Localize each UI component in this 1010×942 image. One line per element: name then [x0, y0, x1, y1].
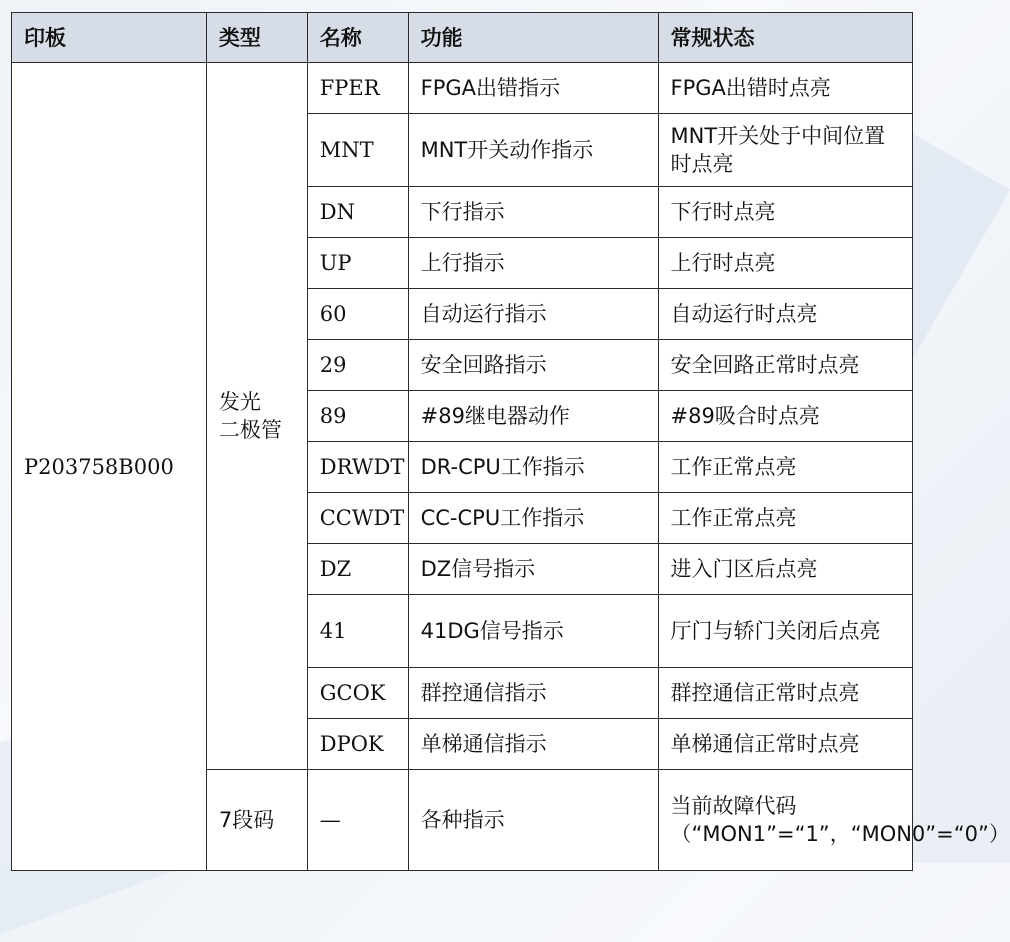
header-board: 印板: [12, 13, 207, 63]
state-cell: 进入门区后点亮: [658, 544, 913, 595]
name-cell: UP: [307, 238, 408, 289]
state-cell: 下行时点亮: [658, 187, 913, 238]
name-cell: MNT: [307, 114, 408, 187]
name-cell: DN: [307, 187, 408, 238]
function-cell: 安全回路指示: [408, 340, 658, 391]
header-function: 功能: [408, 13, 658, 63]
header-name: 名称: [307, 13, 408, 63]
state-cell: 厅门与轿门关闭后点亮: [658, 595, 913, 668]
function-cell: DR-CPU工作指示: [408, 442, 658, 493]
indicator-table: [11, 12, 1010, 871]
function-cell: 单梯通信指示: [408, 719, 658, 770]
name-cell: CCWDT: [307, 493, 408, 544]
type-cell-led: 发光 二极管: [206, 63, 307, 770]
state-cell: 单梯通信正常时点亮: [658, 719, 913, 770]
board-cell: P203758B000: [12, 63, 207, 871]
name-cell: 60: [307, 289, 408, 340]
name-cell: 29: [307, 340, 408, 391]
state-cell: #89吸合时点亮: [658, 391, 913, 442]
name-cell: DPOK: [307, 719, 408, 770]
function-cell: 上行指示: [408, 238, 658, 289]
name-cell: FPER: [307, 63, 408, 114]
name-cell: —: [307, 770, 408, 871]
function-cell: #89继电器动作: [408, 391, 658, 442]
state-cell: MNT开关处于中间位置时点亮: [658, 114, 913, 187]
state-cell: 安全回路正常时点亮: [658, 340, 913, 391]
function-cell: CC-CPU工作指示: [408, 493, 658, 544]
name-cell: GCOK: [307, 668, 408, 719]
header-type: 类型: [206, 13, 307, 63]
function-cell: 群控通信指示: [408, 668, 658, 719]
type-cell-7seg: 7段码: [206, 770, 307, 871]
name-cell: 89: [307, 391, 408, 442]
state-cell: 群控通信正常时点亮: [658, 668, 913, 719]
name-cell: DZ: [307, 544, 408, 595]
state-cell: 工作正常点亮: [658, 493, 913, 544]
function-cell: 自动运行指示: [408, 289, 658, 340]
state-cell: FPGA出错时点亮: [658, 63, 913, 114]
state-cell: 当前故障代码（“MON1”=“1”，“MON0”=“0”）: [658, 770, 913, 871]
function-cell: DZ信号指示: [408, 544, 658, 595]
function-cell: 各种指示: [408, 770, 658, 871]
function-cell: 下行指示: [408, 187, 658, 238]
function-cell: FPGA出错指示: [408, 63, 658, 114]
state-cell: 工作正常点亮: [658, 442, 913, 493]
state-cell: 自动运行时点亮: [658, 289, 913, 340]
function-cell: MNT开关动作指示: [408, 114, 658, 187]
function-cell: 41DG信号指示: [408, 595, 658, 668]
name-cell: 41: [307, 595, 408, 668]
state-cell: 上行时点亮: [658, 238, 913, 289]
name-cell: DRWDT: [307, 442, 408, 493]
header-state: 常规状态: [658, 13, 913, 63]
table-header-row: [12, 13, 913, 63]
table-row: [12, 63, 913, 114]
